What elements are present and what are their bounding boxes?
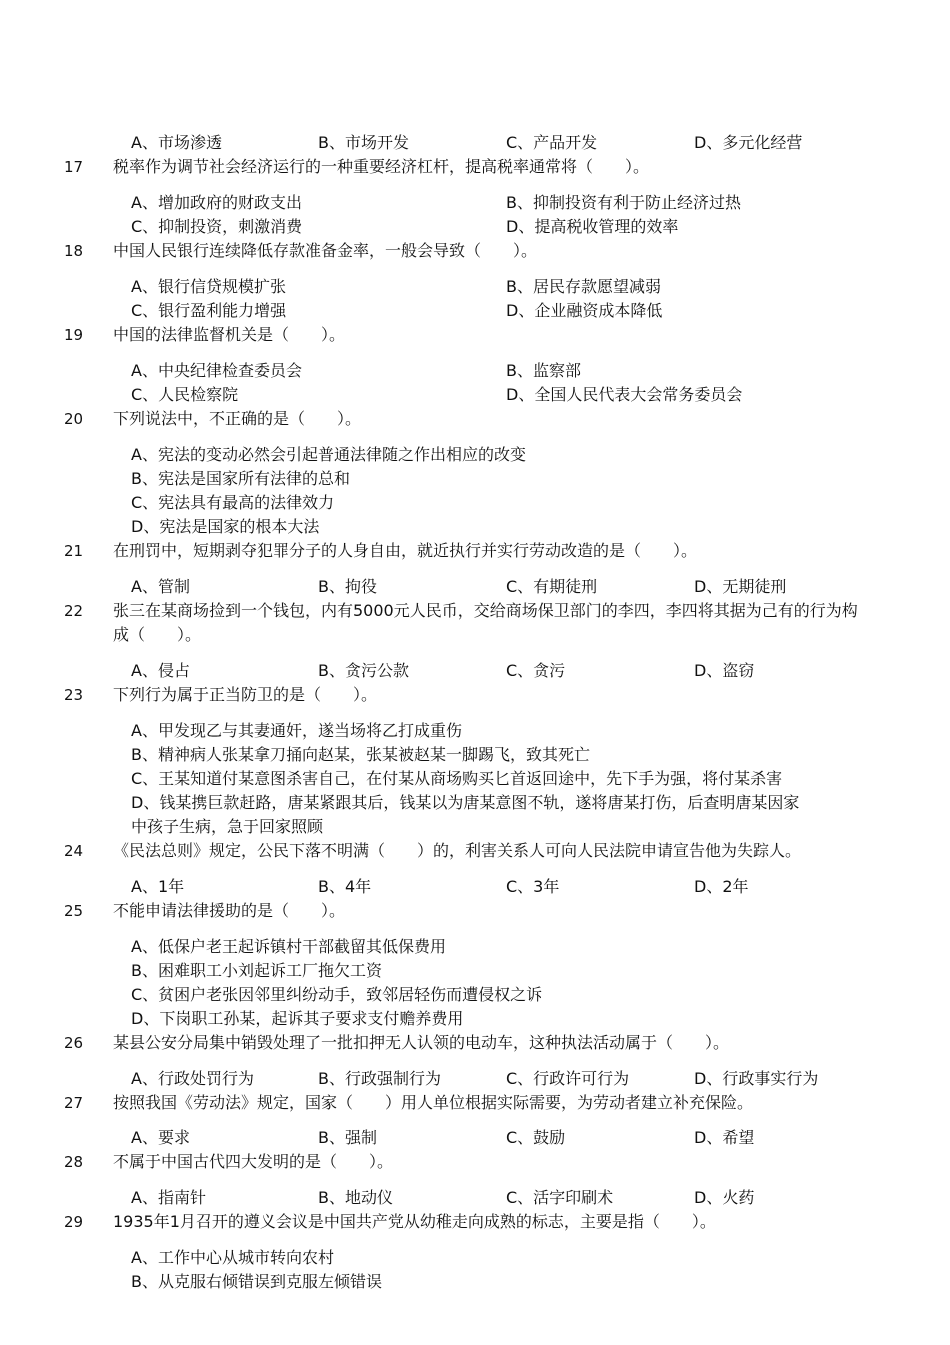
question-stem: 不能申请法律援助的是（ ）。 (113, 901, 346, 920)
option: C、行政许可行为 (506, 1069, 630, 1088)
question-number: 22 (64, 602, 84, 620)
option: A、市场渗透 (131, 133, 222, 152)
question-stem: 在刑罚中，短期剥夺犯罪分子的人身自由，就近执行并实行劳动改造的是（ ）。 (113, 541, 698, 560)
question-stem: 下列说法中，不正确的是（ ）。 (113, 409, 362, 428)
option: B、抑制投资有利于防止经济过热 (506, 193, 741, 212)
option: A、1年 (131, 877, 185, 896)
option: C、3年 (506, 877, 560, 896)
question-stem: 中国人民银行连续降低存款准备金率，一般会导致（ ）。 (113, 241, 538, 260)
option: A、侵占 (131, 661, 190, 680)
option: B、从克服右倾错误到克服左倾错误 (131, 1272, 382, 1291)
question-stem: 1935年1月召开的遵义会议是中国共产党从幼稚走向成熟的标志，主要是指（ ）。 (113, 1212, 716, 1231)
option: A、宪法的变动必然会引起普通法律随之作出相应的改变 (131, 445, 526, 464)
question-number: 26 (64, 1034, 84, 1052)
option: D、无期徒刑 (694, 577, 787, 596)
option: C、宪法具有最高的法律效力 (131, 493, 335, 512)
question-number: 19 (64, 326, 84, 344)
question-number: 28 (64, 1153, 84, 1171)
option: A、增加政府的财政支出 (131, 193, 302, 212)
question-number: 29 (64, 1213, 84, 1231)
option: B、地动仪 (318, 1188, 393, 1207)
question-stem: 不属于中国古代四大发明的是（ ）。 (113, 1152, 394, 1171)
question-stem: 某县公安分局集中销毁处理了一批扣押无人认领的电动车，这种执法活动属于（ ）。 (113, 1033, 730, 1052)
option: B、困难职工小刘起诉工厂拖欠工资 (131, 961, 382, 980)
option: C、银行盈利能力增强 (131, 301, 287, 320)
option: D、钱某携巨款赶路，唐某紧跟其后，钱某以为唐某意图不轨，遂将唐某打伤，后查明唐某因家 (131, 793, 800, 812)
option: B、拘役 (318, 577, 377, 596)
option: A、甲发现乙与其妻通奸，遂当场将乙打成重伤 (131, 721, 462, 740)
question-number: 25 (64, 902, 84, 920)
option: A、银行信贷规模扩张 (131, 277, 286, 296)
question-stem: 张三在某商场捡到一个钱包，内有5000元人民币，交给商场保卫部门的李四，李四将其据为己有的行为构成（ ）。 (113, 601, 858, 644)
option-continuation: 中孩子生病，急于回家照顾 (131, 817, 324, 836)
question-number: 24 (64, 842, 84, 860)
option: D、火药 (694, 1188, 755, 1207)
question-stem: 下列行为属于正当防卫的是（ ）。 (113, 685, 378, 704)
option: D、提高税收管理的效率 (506, 217, 679, 236)
option: D、宪法是国家的根本大法 (131, 517, 320, 536)
option: C、有期徒刑 (506, 577, 598, 596)
option: A、中央纪律检查委员会 (131, 361, 302, 380)
option: D、多元化经营 (694, 133, 803, 152)
option: C、鼓励 (506, 1128, 566, 1147)
question-stem: 税率作为调节社会经济运行的一种重要经济杠杆，提高税率通常将（ ）。 (113, 157, 650, 176)
option: D、行政事实行为 (694, 1069, 819, 1088)
option: A、工作中心从城市转向农村 (131, 1248, 334, 1267)
option: D、全国人民代表大会常务委员会 (506, 385, 743, 404)
option: A、低保户老王起诉镇村干部截留其低保费用 (131, 937, 446, 956)
option: C、王某知道付某意图杀害自己，在付某从商场购买匕首返回途中，先下手为强，将付某杀害 (131, 769, 783, 788)
question-number: 27 (64, 1094, 84, 1112)
option: C、抑制投资，刺激消费 (131, 217, 303, 236)
option: D、希望 (694, 1128, 755, 1147)
option: C、人民检察院 (131, 385, 239, 404)
question-number: 23 (64, 686, 84, 704)
option: A、指南针 (131, 1188, 206, 1207)
option: B、行政强制行为 (318, 1069, 441, 1088)
option: C、贫困户老张因邻里纠纷动手，致邻居轻伤而遭侵权之诉 (131, 985, 543, 1004)
option: A、管制 (131, 577, 190, 596)
option: D、下岗职工孙某，起诉其子要求支付赡养费用 (131, 1009, 464, 1028)
option: B、监察部 (506, 361, 581, 380)
question-number: 17 (64, 158, 84, 176)
option: A、要求 (131, 1128, 190, 1147)
question-stem: 《民法总则》规定，公民下落不明满（ ）的，利害关系人可向人民法院申请宣告他为失踪人。 (113, 841, 802, 860)
option: B、贪污公款 (318, 661, 409, 680)
question-stem: 中国的法律监督机关是（ ）。 (113, 325, 346, 344)
option: B、4年 (318, 877, 372, 896)
question-number: 21 (64, 542, 84, 560)
option: A、行政处罚行为 (131, 1069, 254, 1088)
option: B、精神病人张某拿刀捅向赵某，张某被赵某一脚踢飞，致其死亡 (131, 745, 590, 764)
question-stem: 按照我国《劳动法》规定，国家（ ）用人单位根据实际需要，为劳动者建立补充保险。 (113, 1093, 754, 1112)
question-number: 18 (64, 242, 84, 260)
question-number: 20 (64, 410, 84, 428)
option: B、居民存款愿望减弱 (506, 277, 661, 296)
option: C、产品开发 (506, 133, 598, 152)
option: C、贪污 (506, 661, 566, 680)
option: B、宪法是国家所有法律的总和 (131, 469, 350, 488)
option: B、市场开发 (318, 133, 409, 152)
option: D、2年 (694, 877, 749, 896)
option: B、强制 (318, 1128, 377, 1147)
option: D、盗窃 (694, 661, 755, 680)
option: C、活字印刷术 (506, 1188, 614, 1207)
option: D、企业融资成本降低 (506, 301, 663, 320)
